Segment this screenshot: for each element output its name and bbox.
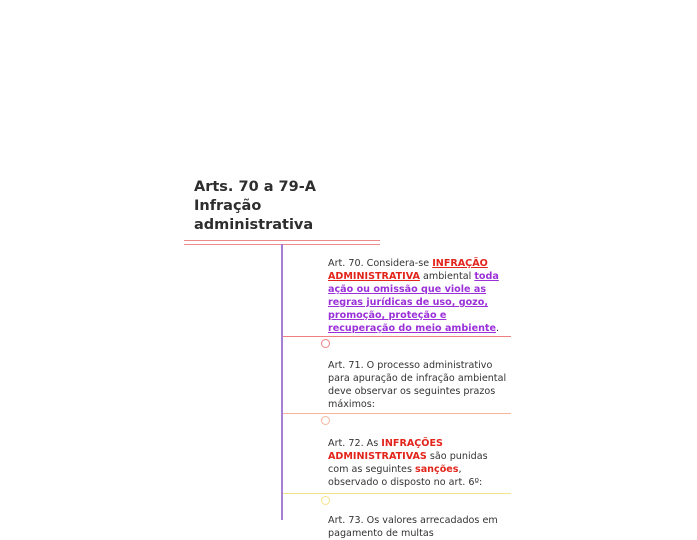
text-highlight-definition: toda ação ou omissão que viole as regras jurídicas de uso, gozo, promoção, proteção e recuperação do meio ambiente xyxy=(328,271,499,334)
text-plain: ambiental xyxy=(419,271,475,282)
text-plain: Art. 72. As xyxy=(328,438,382,449)
collapse-toggle-icon[interactable] xyxy=(321,416,330,425)
branch-line xyxy=(283,493,511,494)
topic-art-72[interactable] xyxy=(328,437,508,489)
root-title-line: Arts. 70 a 79-A xyxy=(194,179,316,195)
root-title-line: administrativa xyxy=(194,217,314,233)
text-highlight-infracoes: INFRAÇÕES ADMINISTRATIVAS xyxy=(328,438,443,462)
text-plain: Art. 71. O processo administrativo para apuração de infração ambiental deve observar os seguintes prazos máximos: xyxy=(328,360,507,410)
text-plain: Art. 73. Os valores arrecadados em pagamento de multas xyxy=(328,515,498,539)
collapse-toggle-icon[interactable] xyxy=(321,496,330,505)
text-plain: Art. 70. Considera-se xyxy=(328,258,433,269)
topic-art-73[interactable] xyxy=(328,514,508,540)
connector-trunk xyxy=(281,244,283,520)
branch-line xyxy=(283,413,511,414)
text-plain: . xyxy=(496,323,500,334)
root-topic-title[interactable] xyxy=(194,178,374,235)
text-plain: são punidas com as seguintes xyxy=(328,451,488,475)
branch-line xyxy=(283,336,511,337)
text-highlight-infracao: INFRAÇÃO ADMINISTRATIVA xyxy=(328,258,488,282)
root-underline xyxy=(184,240,380,241)
text-highlight-sancoes: sanções xyxy=(415,464,459,475)
topic-art-70[interactable] xyxy=(328,257,508,335)
topic-art-71[interactable] xyxy=(328,359,508,411)
collapse-toggle-icon[interactable] xyxy=(321,339,330,348)
text-plain: , observado o disposto no art. 6º: xyxy=(328,464,483,488)
root-title-line: Infração xyxy=(194,198,262,214)
